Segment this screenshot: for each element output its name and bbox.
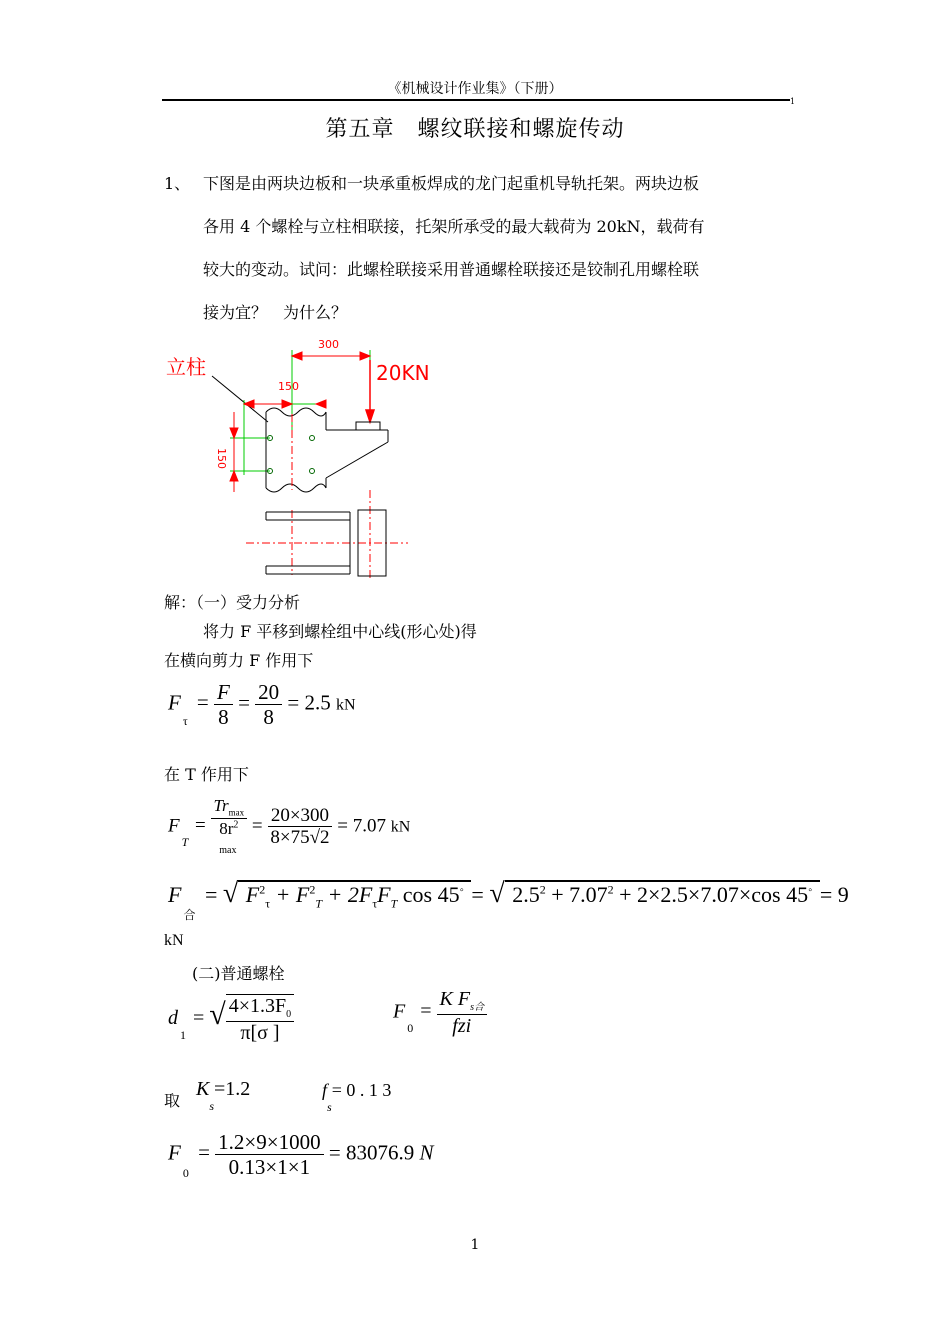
take-label: 取 bbox=[164, 1091, 181, 1110]
running-header: 《机械设计作业集》（下册） bbox=[387, 81, 563, 97]
section-ordinary-bolt: (二)普通螺栓 bbox=[192, 964, 285, 983]
ks-value: $K_s=1.2$ bbox=[196, 1078, 251, 1113]
header-rule-mark: 1 bbox=[790, 97, 796, 106]
page-number: 1 bbox=[470, 1237, 480, 1253]
torque-caption: 在 T 作用下 bbox=[164, 765, 249, 784]
center-lines bbox=[246, 414, 408, 580]
equation-preload-value: $F_0$ = $\frac{1.2\times 9\times 1000}{0.13\times 1\times 1}$ = 83076.9 N bbox=[168, 1130, 434, 1180]
extension-lines bbox=[230, 350, 370, 475]
bolt-holes bbox=[268, 436, 315, 474]
dim-300 bbox=[292, 352, 370, 360]
header-rule bbox=[162, 99, 790, 101]
problem-line-4: 接为宜？ 为什么？ bbox=[203, 303, 348, 322]
equation-bolt-diameter: $d_1$ = √ $\frac{4\times 1.3F_0}{\pi[\sigma ]}$ bbox=[168, 994, 294, 1045]
dim-150-side bbox=[230, 412, 238, 492]
shear-caption: 在横向剪力 F 作用下 bbox=[164, 651, 314, 670]
chapter-title: 第五章 螺纹联接和螺旋传动 bbox=[325, 117, 625, 142]
equation-preload: $F_0$ = $\frac{K F_{s合}}{\text{fzi}}$ bbox=[393, 988, 487, 1038]
problem-line-3: 较大的变动。试问：此螺栓联接采用普通螺栓联接还是铰制孔用螺栓联 bbox=[203, 260, 700, 279]
fs-value: $f_s= 0$ . 1 3 bbox=[322, 1080, 392, 1114]
column-label: 立柱 bbox=[166, 355, 206, 379]
dim-150-top-label: 150 bbox=[278, 380, 299, 393]
column-leader bbox=[212, 376, 268, 422]
dim-300-label: 300 bbox=[318, 338, 339, 351]
load-arrow bbox=[366, 360, 374, 422]
move-force-text: 将力 F 平移到螺栓组中心线(形心处)得 bbox=[203, 622, 477, 641]
dim-150-side-label: 150 bbox=[215, 448, 228, 469]
problem-number: 1、 bbox=[164, 174, 191, 193]
equation-shear-force: $F_\tau$ = $\frac{F}{8}$ = $\frac{20}{8}$ = 2.5 kN bbox=[168, 680, 356, 730]
load-label: 20KN bbox=[376, 361, 430, 385]
problem-line-2: 各用 4 个螺栓与立柱相联接，托架所承受的最大载荷为 20kN，载荷有 bbox=[203, 217, 705, 236]
equation-resultant-force: $F_合$ = √ $F^2_\tau + F^2_T + 2F_\tau F_T$ cos 45◦ = √ $2.5^2 + 7.07^2 + 2\times 2.5\times 7.07\times\cos$ 45◦ = 9 bbox=[168, 878, 849, 923]
equation-torque-force: $F_T$ = $Tr_{max}$ $8r^2$ max = $\frac{20\times 300}{8\times 75√2}$ = 7.07 kN bbox=[168, 796, 411, 857]
bracket-figure bbox=[160, 330, 430, 585]
resultant-unit: kN bbox=[164, 932, 184, 949]
solution-intro: 解：（一）受力分析 bbox=[164, 593, 301, 612]
problem-line-1: 下图是由两块边板和一块承重板焊成的龙门起重机导轨托架。两块边板 bbox=[203, 174, 700, 193]
